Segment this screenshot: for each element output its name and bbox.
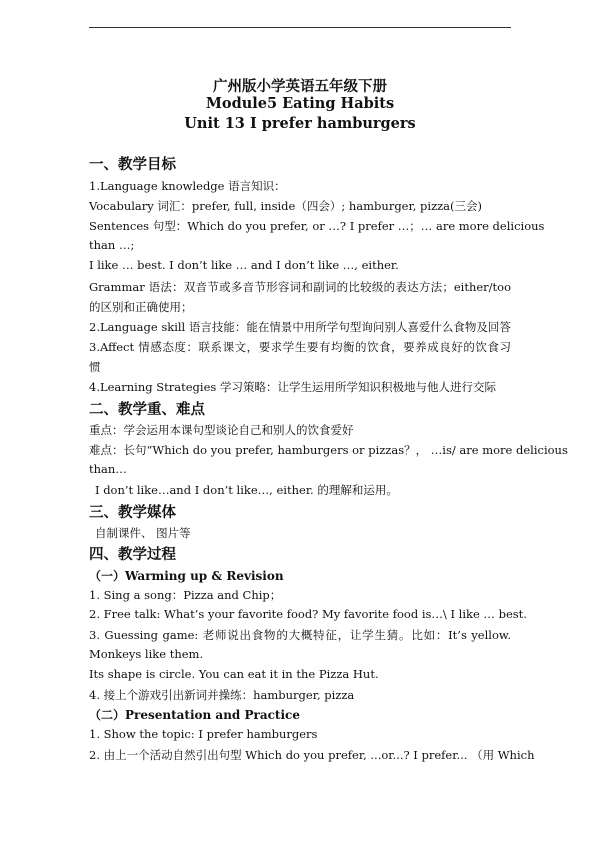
text-line: 2. Free talk: What’s your favorite food? My favorite food is…\ I like … best. (89, 607, 527, 621)
step-title-presentation: （二）Presentation and Practice (89, 708, 300, 722)
text-line: Grammar 语法：双音节或多音节形容词和副词的比较级的表达方法；either/too (89, 280, 511, 294)
text-line: 2. 由上一个活动自然引出句型 Which do you prefer, ...or...? I prefer... （用 Which (89, 748, 535, 762)
text-line: Vocabulary 词汇：prefer, full, inside（四会）; hamburger, pizza(三会) (89, 199, 483, 213)
text-line: 重点：学会运用本课句型谈论自己和别人的饮食爱好 (89, 423, 354, 437)
text-line: 3.Affect 情感态度：联系课文，要求学生要有均衡的饮食，要养成良好的饮食习 (89, 340, 511, 354)
text-line: 4.Learning Strategies 学习策略：让学生运用所学知识积极地与他人进行交际 (89, 380, 496, 394)
header-rule (89, 27, 511, 28)
section-heading-media: 三、教学媒体 (89, 504, 176, 521)
text-line: Its shape is circle. You can eat it in the Pizza Hut. (89, 667, 379, 681)
module-title: Module5 Eating Habits (205, 95, 395, 112)
text-line: 1. Sing a song：Pizza and Chip； (89, 588, 282, 602)
text-line: 2.Language skill 语言技能：能在情景中用所学句型询问别人喜爱什么食物及回答 (89, 320, 511, 334)
unit-title: Unit 13 I prefer hamburgers (184, 115, 416, 132)
text-line: 的区别和正确使用； (89, 300, 193, 314)
text-line: than …; (89, 238, 135, 252)
text-line: 惯 (89, 360, 101, 374)
section-heading-objectives: 一、教学目标 (89, 156, 176, 173)
section-heading-procedure: 四、教学过程 (89, 546, 176, 563)
text-line: 3. Guessing game: 老师说出食物的大概特征，让学生猜。比如：It’s yellow. (89, 628, 511, 642)
text-line: 难点：长句“Which do you prefer, hamburgers or pizzas？， …is/ are more delicious (89, 443, 568, 457)
text-line: 4. 接上个游戏引出新词并操练：hamburger, pizza (89, 688, 355, 702)
text-line: than… (89, 462, 127, 476)
step-title-warming-up: （一）Warming up & Revision (89, 569, 284, 583)
text-line: I don’t like…and I don’t like…, either. 的理解和运用。 (95, 483, 398, 497)
text-line: 自制课件、 图片等 (95, 526, 191, 540)
text-line: 1.Language knowledge 语言知识： (89, 179, 286, 193)
text-line: Sentences 句型：Which do you prefer, or …? I prefer …；… are more delicious (89, 219, 545, 233)
text-line: Monkeys like them. (89, 647, 204, 661)
text-line: I like … best. I don’t like … and I don’t like …, either. (89, 258, 399, 272)
doc-title-cn: 广州版小学英语五年级下册 (213, 78, 387, 95)
section-heading-key-points: 二、教学重、难点 (89, 401, 205, 418)
text-line: 1. Show the topic: I prefer hamburgers (89, 727, 318, 741)
